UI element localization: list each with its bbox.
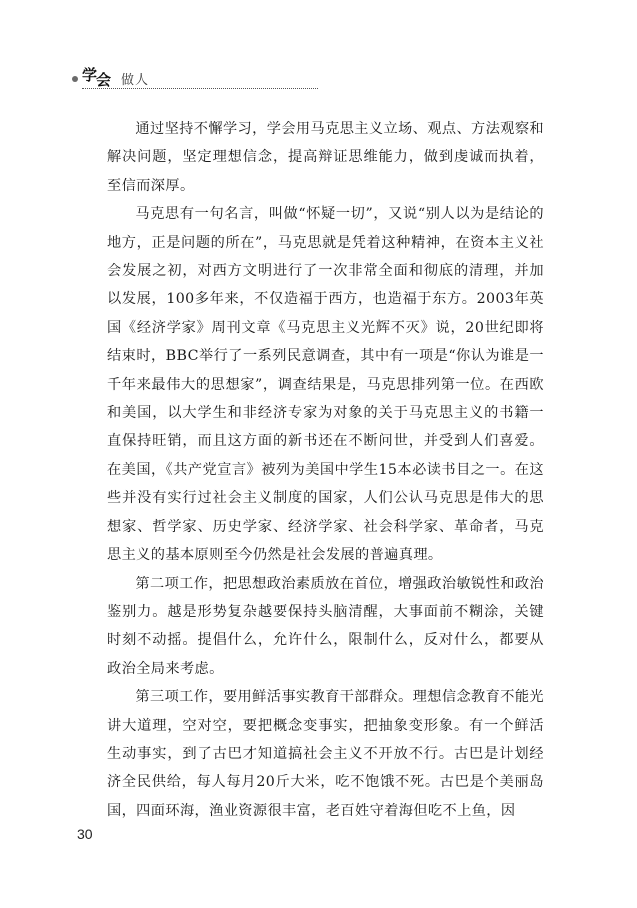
header-dotted-rule <box>82 88 318 89</box>
header-logo-char-2: 会 <box>96 71 111 89</box>
header-logo-char-1: 学 <box>82 66 97 84</box>
header-subtitle: 做人 <box>121 73 150 88</box>
running-header <box>72 62 322 92</box>
paragraph-2: 马克思有一句名言，叫做“怀疑一切”，又说“别人以为是结论的地方，正是问题的所在”，马克思就是凭着这种精神，在资本主义社会发展之初，对西方文明进行了一次非常全面和彻底的清理，并加以发展，100多年来，不仅造福于西方，也造福于东方。2003年英国《经济学家》周刊文章《马克思主义光辉不灭》说，20世纪即将结束时，BBC举行了一系列民意调查，其中有一项是“你认为谁是一千年来最伟大的思想家”，调查结果是，马克思排列第一位。在西欧和美国，以大学生和非经济专家为对象的关于马克思主义的书籍一直保持旺销，而且这方面的新书还在不断问世，并受到人们喜爱。在美国，《共产党宣言》被列为美国中学生15本必读书目之一。在这些并没有实行过社会主义制度的国家，人们公认马克思是伟大的思想家、哲学家、历史学家、经济学家、社会科学家、革命者，马克思主义的基本原则至今仍然是社会发展的普遍真理。 <box>107 206 544 564</box>
bullet-dot-icon <box>72 76 78 82</box>
paragraph-4: 第三项工作，要用鲜活事实教育干部群众。理想信念教育不能光讲大道理，空对空，要把概念变事实，把抽象变形象。有一个鲜活生动事实，到了古巴才知道搞社会主义不开放不行。古巴是计划经济全民供给，每人每月20斤大米，吃不饱饿不死。古巴是个美丽岛国，四面环海，渔业资源很丰富，老百姓守着海但吃不上鱼，因 <box>107 689 544 819</box>
paragraph-1: 通过坚持不懈学习，学会用马克思主义立场、观点、方法观察和解决问题，坚定理想信念，提高辩证思维能力，做到虔诚而执着，至信而深厚。 <box>107 121 544 194</box>
paragraph-3: 第二项工作，把思想政治素质放在首位，增强政治敏锐性和政治鉴别力。越是形势复杂越要保持头脑清醒，大事面前不糊涂，关键时刻不动摇。提倡什么，允许什么，限制什么，反对什么，都要从政治全局来考虑。 <box>107 575 544 677</box>
body-text <box>107 115 544 825</box>
page-number: 30 <box>77 826 93 842</box>
header-logo <box>82 64 111 89</box>
